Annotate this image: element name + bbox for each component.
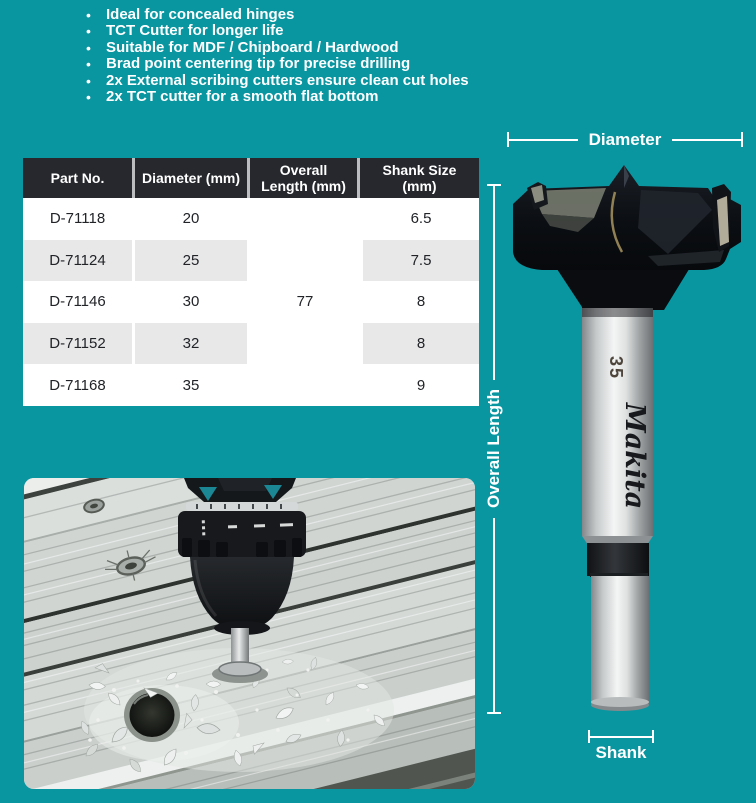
bit-black-band bbox=[587, 543, 649, 576]
cell-shank-size: 7.5 bbox=[360, 240, 479, 282]
diameter-dimension bbox=[507, 131, 743, 148]
cell-diameter: 35 bbox=[135, 364, 250, 406]
drill-photo-illustration bbox=[24, 478, 475, 789]
bit-shank bbox=[591, 576, 649, 704]
cell-part-no: D-71124 bbox=[23, 240, 135, 282]
cell-part-no: D-71146 bbox=[23, 281, 135, 323]
feature-text: Suitable for MDF / Chipboard / Hardwood bbox=[106, 38, 399, 56]
feature-list bbox=[86, 7, 469, 105]
column-header-part-no: Part No. bbox=[23, 158, 135, 198]
cell-diameter: 25 bbox=[135, 240, 250, 282]
cell-diameter: 32 bbox=[135, 323, 250, 365]
feature-item bbox=[86, 7, 469, 23]
bit-flange bbox=[219, 662, 261, 676]
makita-logo: Makita bbox=[619, 402, 650, 510]
cell-part-no: D-71168 bbox=[23, 364, 135, 406]
cell-part-no: D-71118 bbox=[23, 198, 135, 240]
dimension-tick bbox=[487, 712, 501, 714]
column-header-shank-size: Shank Size (mm) bbox=[360, 158, 479, 198]
feature-item bbox=[86, 89, 469, 105]
bit-size-stamp: 35 bbox=[606, 356, 626, 381]
diameter-label: Diameter bbox=[588, 129, 662, 149]
bit-cutter-head bbox=[513, 165, 741, 270]
cell-diameter: 20 bbox=[135, 198, 250, 240]
feature-item bbox=[86, 23, 469, 39]
bullet-dot: • bbox=[86, 89, 91, 106]
feature-item bbox=[86, 56, 469, 72]
bullet-dot: • bbox=[86, 7, 91, 23]
dimension-line bbox=[493, 186, 495, 380]
feature-item bbox=[86, 73, 469, 89]
forstner-bit-illustration bbox=[498, 158, 748, 718]
shank-dimension bbox=[588, 730, 654, 743]
cell-shank-size: 8 bbox=[360, 281, 479, 323]
action-photo bbox=[24, 478, 475, 789]
bullet-dot: • bbox=[86, 72, 91, 89]
dimension-line bbox=[509, 139, 578, 141]
cell-part-no: D-71152 bbox=[23, 323, 135, 365]
dimension-line bbox=[590, 736, 652, 738]
cell-overall-length-merged: 77 bbox=[250, 198, 360, 406]
cell-shank-size: 6.5 bbox=[360, 198, 479, 240]
drill-clutch-collar bbox=[178, 511, 306, 557]
overall-length-dimension bbox=[483, 184, 503, 714]
bullet-dot: • bbox=[86, 39, 91, 56]
cell-shank-size: 9 bbox=[360, 364, 479, 406]
feature-text: Ideal for concealed hinges bbox=[106, 6, 295, 23]
overall-length-label: Overall Length bbox=[483, 389, 503, 509]
feature-text: 2x External scribing cutters ensure clean cut holes bbox=[106, 71, 469, 89]
feature-text: TCT Cutter for longer life bbox=[106, 22, 284, 40]
bullet-dot: • bbox=[86, 23, 91, 40]
feature-text: Brad point centering tip for precise drilling bbox=[106, 55, 411, 73]
dimension-tick bbox=[652, 730, 654, 743]
column-header-diameter: Diameter (mm) bbox=[135, 158, 250, 198]
feature-text: 2x TCT cutter for a smooth flat bottom bbox=[106, 88, 379, 106]
feature-item bbox=[86, 40, 469, 56]
cell-diameter: 30 bbox=[135, 281, 250, 323]
spec-table bbox=[23, 158, 479, 406]
column-header-overall-length: Overall Length (mm) bbox=[250, 158, 360, 198]
cell-shank-size: 8 bbox=[360, 323, 479, 365]
bullet-dot: • bbox=[86, 56, 91, 73]
dimension-line bbox=[672, 139, 741, 141]
dimension-line bbox=[493, 518, 495, 712]
dimension-tick bbox=[741, 132, 743, 147]
shank-label: Shank bbox=[595, 743, 647, 762]
